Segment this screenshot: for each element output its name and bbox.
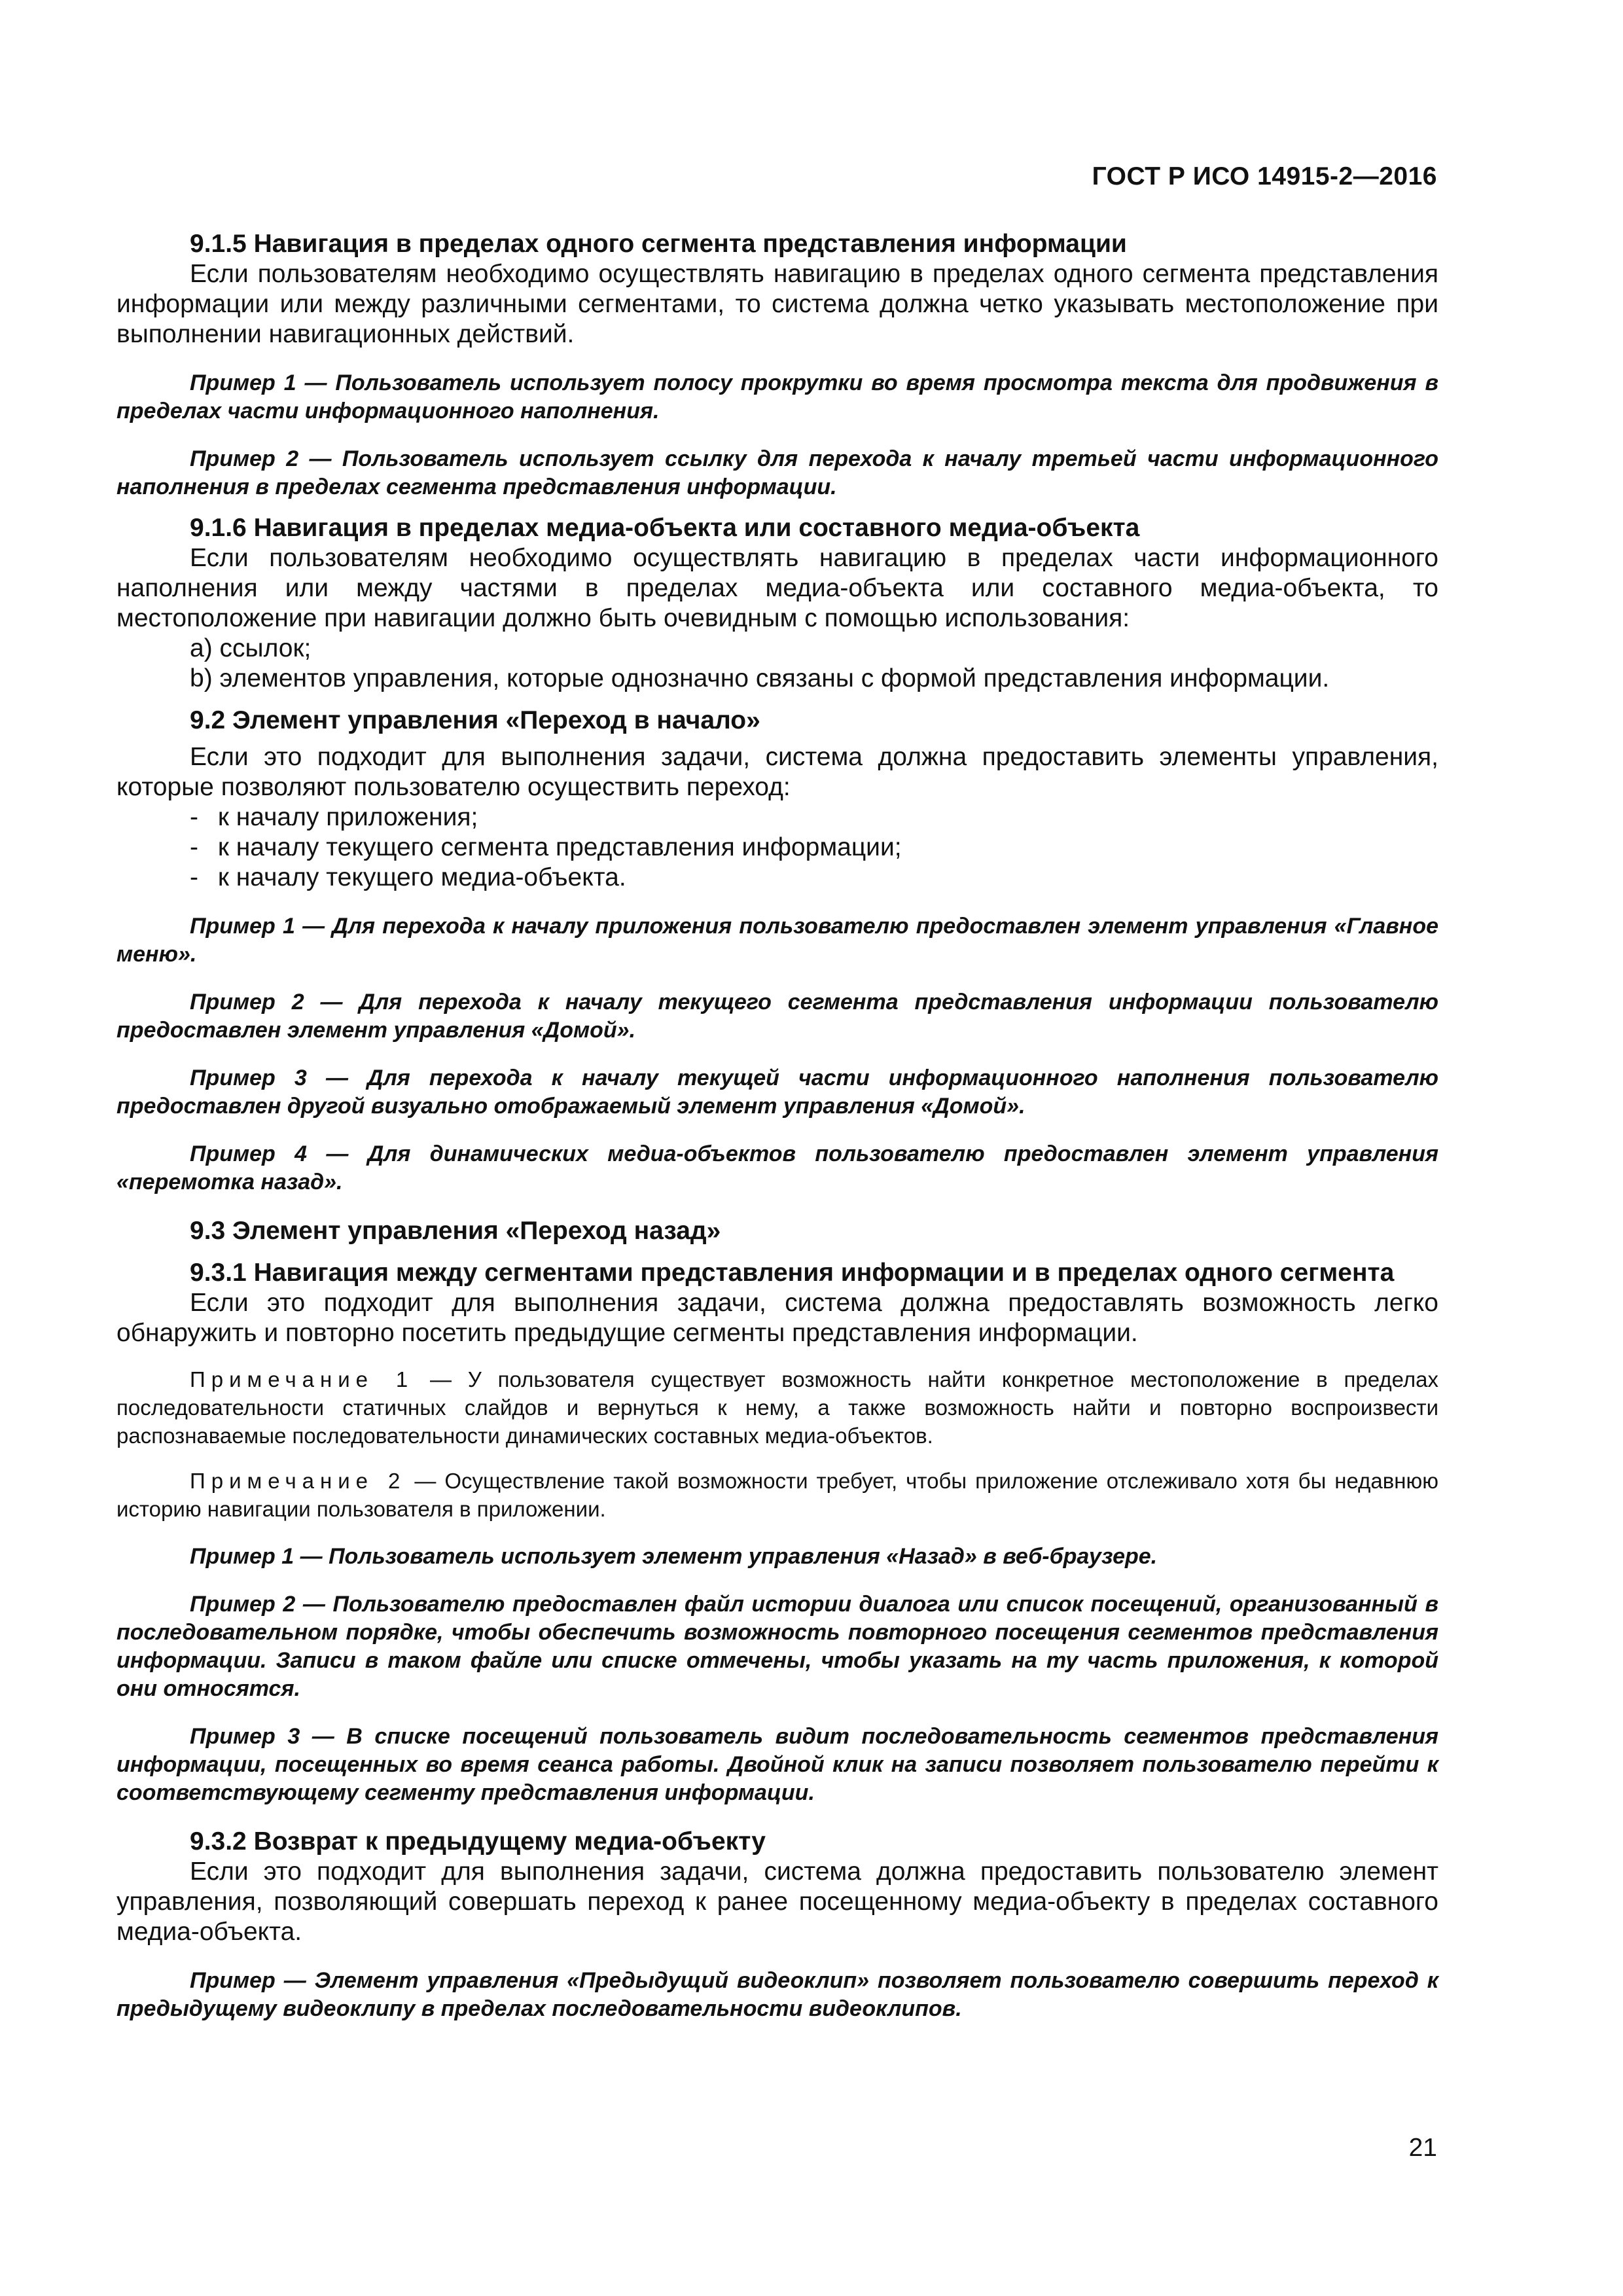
list-item (116, 664, 1438, 694)
list-item-text: к началу текущего медиа-объекта. (217, 863, 626, 891)
section-heading-9-2: 9.2 Элемент управления «Переход в начало» (190, 706, 760, 734)
list-marker: - (190, 833, 198, 861)
list-item (116, 833, 1438, 863)
list-item-text: к началу приложения; (217, 803, 478, 831)
list-marker: b) (190, 664, 213, 692)
list-item-text: к началу текущего сегмента представления информации; (217, 833, 902, 861)
example-paragraph: Пример 2 — Пользователь использует ссылку для перехода к началу третьей части информационного наполнения в пределах сегмента представления информации. (116, 446, 1438, 499)
example-paragraph: Пример 4 — Для динамических медиа-объектов пользователю предоставлен элемент управления «перемотка назад». (116, 1141, 1438, 1194)
paragraph: Если это подходит для выполнения задачи, система должна предоставлять возможность легко обнаружить и повторно посетить предыдущие сегменты представления информации. (116, 1289, 1438, 1347)
page-content (116, 229, 1438, 2023)
section-heading-9-1-5: 9.1.5 Навигация в пределах одного сегмента представления информации (190, 230, 1127, 258)
section-heading-9-3-1: 9.3.1 Навигация между сегментами представления информации и в пределах одного сегмента (190, 1259, 1395, 1287)
note-paragraph (116, 1365, 1438, 1450)
section-heading-9-3: 9.3 Элемент управления «Переход назад» (190, 1217, 721, 1245)
note-label: Примечание 2 (190, 1469, 406, 1493)
note-label: Примечание 1 (190, 1367, 414, 1391)
note-text: — Осуществление такой возможности требует, чтобы приложение отслеживало хотя бы недавнюю историю навигации пользователя в приложении. (116, 1469, 1439, 1521)
paragraph: Если пользователям необходимо осуществлять навигацию в пределах одного сегмента представления информации или между различными сегментами, то система должна четко указывать местоположение при выполнении навигационных действий. (116, 260, 1438, 348)
example-paragraph: Пример 2 — Для перехода к началу текущего сегмента представления информации пользователю предоставлен элемент управления «Домой». (116, 990, 1438, 1043)
note-text: — У пользователя существует возможность найти конкретное местоположение в пределах последовательности статичных слайдов и вернуться к нему, а также возможность найти и повторно воспроизвести распознаваемые последовательности динамических составных медиа-объектов. (116, 1367, 1438, 1448)
list-item (116, 863, 1438, 893)
list-item-text: элементов управления, которые однозначно связаны с формой представления информации. (219, 664, 1330, 692)
list-marker: - (190, 803, 198, 831)
example-paragraph: Пример 3 — В списке посещений пользователь видит последовательность сегментов представления информации, посещенных во время сеанса работы. Двойной клик на записи позволяет пользователю перейти к соответствующему сегменту представления информации. (116, 1724, 1438, 1805)
list-item (116, 802, 1438, 833)
example-paragraph: Пример 1 — Для перехода к началу приложения пользователю предоставлен элемент управления «Главное меню». (116, 914, 1438, 967)
page-number: 21 (1408, 2134, 1437, 2162)
list-item (116, 634, 1438, 664)
section-heading-9-1-6: 9.1.6 Навигация в пределах медиа-объекта или составного медиа-объекта (190, 514, 1140, 542)
example-paragraph: Пример — Элемент управления «Предыдущий видеоклип» позволяет пользователю совершить переход к предыдущему видеоклипу в пределах последовательности видеоклипов. (116, 1968, 1438, 2021)
example-paragraph: Пример 3 — Для перехода к началу текущей части информационного наполнения пользователю предоставлен другой визуально отображаемый элемент управления «Домой». (116, 1066, 1438, 1119)
list-marker: a) (190, 634, 213, 662)
paragraph: Если пользователям необходимо осуществлять навигацию в пределах части информационного наполнения или между частями в пределах медиа-объекта или составного медиа-объекта, то местоположение при навигации должно быть очевидным с помощью использования: (116, 544, 1438, 632)
example-paragraph: Пример 2 — Пользователю предоставлен файл истории диалога или список посещений, организованный в последовательном порядке, чтобы обеспечить возможность повторного посещения сегментов представления информации. Записи в таком файле или списке отмечены, чтобы указать на ту часть приложения, к которой они относятся. (116, 1592, 1438, 1701)
example-paragraph: Пример 1 — Пользователь использует полосу прокрутки во время просмотра текста для продвижения в пределах части информационного наполнения. (116, 370, 1438, 423)
note-paragraph (116, 1467, 1438, 1523)
example-paragraph: Пример 1 — Пользователь использует элемент управления «Назад» в веб-браузере. (190, 1544, 1158, 1569)
list-marker: - (190, 863, 198, 891)
paragraph: Если это подходит для выполнения задачи, система должна предоставить пользователю элемент управления, позволяющий совершать переход к ранее посещенному медиа-объекту в пределах составного медиа-объекта. (116, 1857, 1438, 1946)
section-heading-9-3-2: 9.3.2 Возврат к предыдущему медиа-объекту (190, 1827, 766, 1856)
paragraph: Если это подходит для выполнения задачи, система должна предоставить элементы управления, которые позволяют пользователю осуществить переход: (116, 743, 1438, 801)
list-item-text: ссылок; (219, 634, 312, 662)
document-header: ГОСТ Р ИСО 14915-2—2016 (1092, 162, 1437, 190)
